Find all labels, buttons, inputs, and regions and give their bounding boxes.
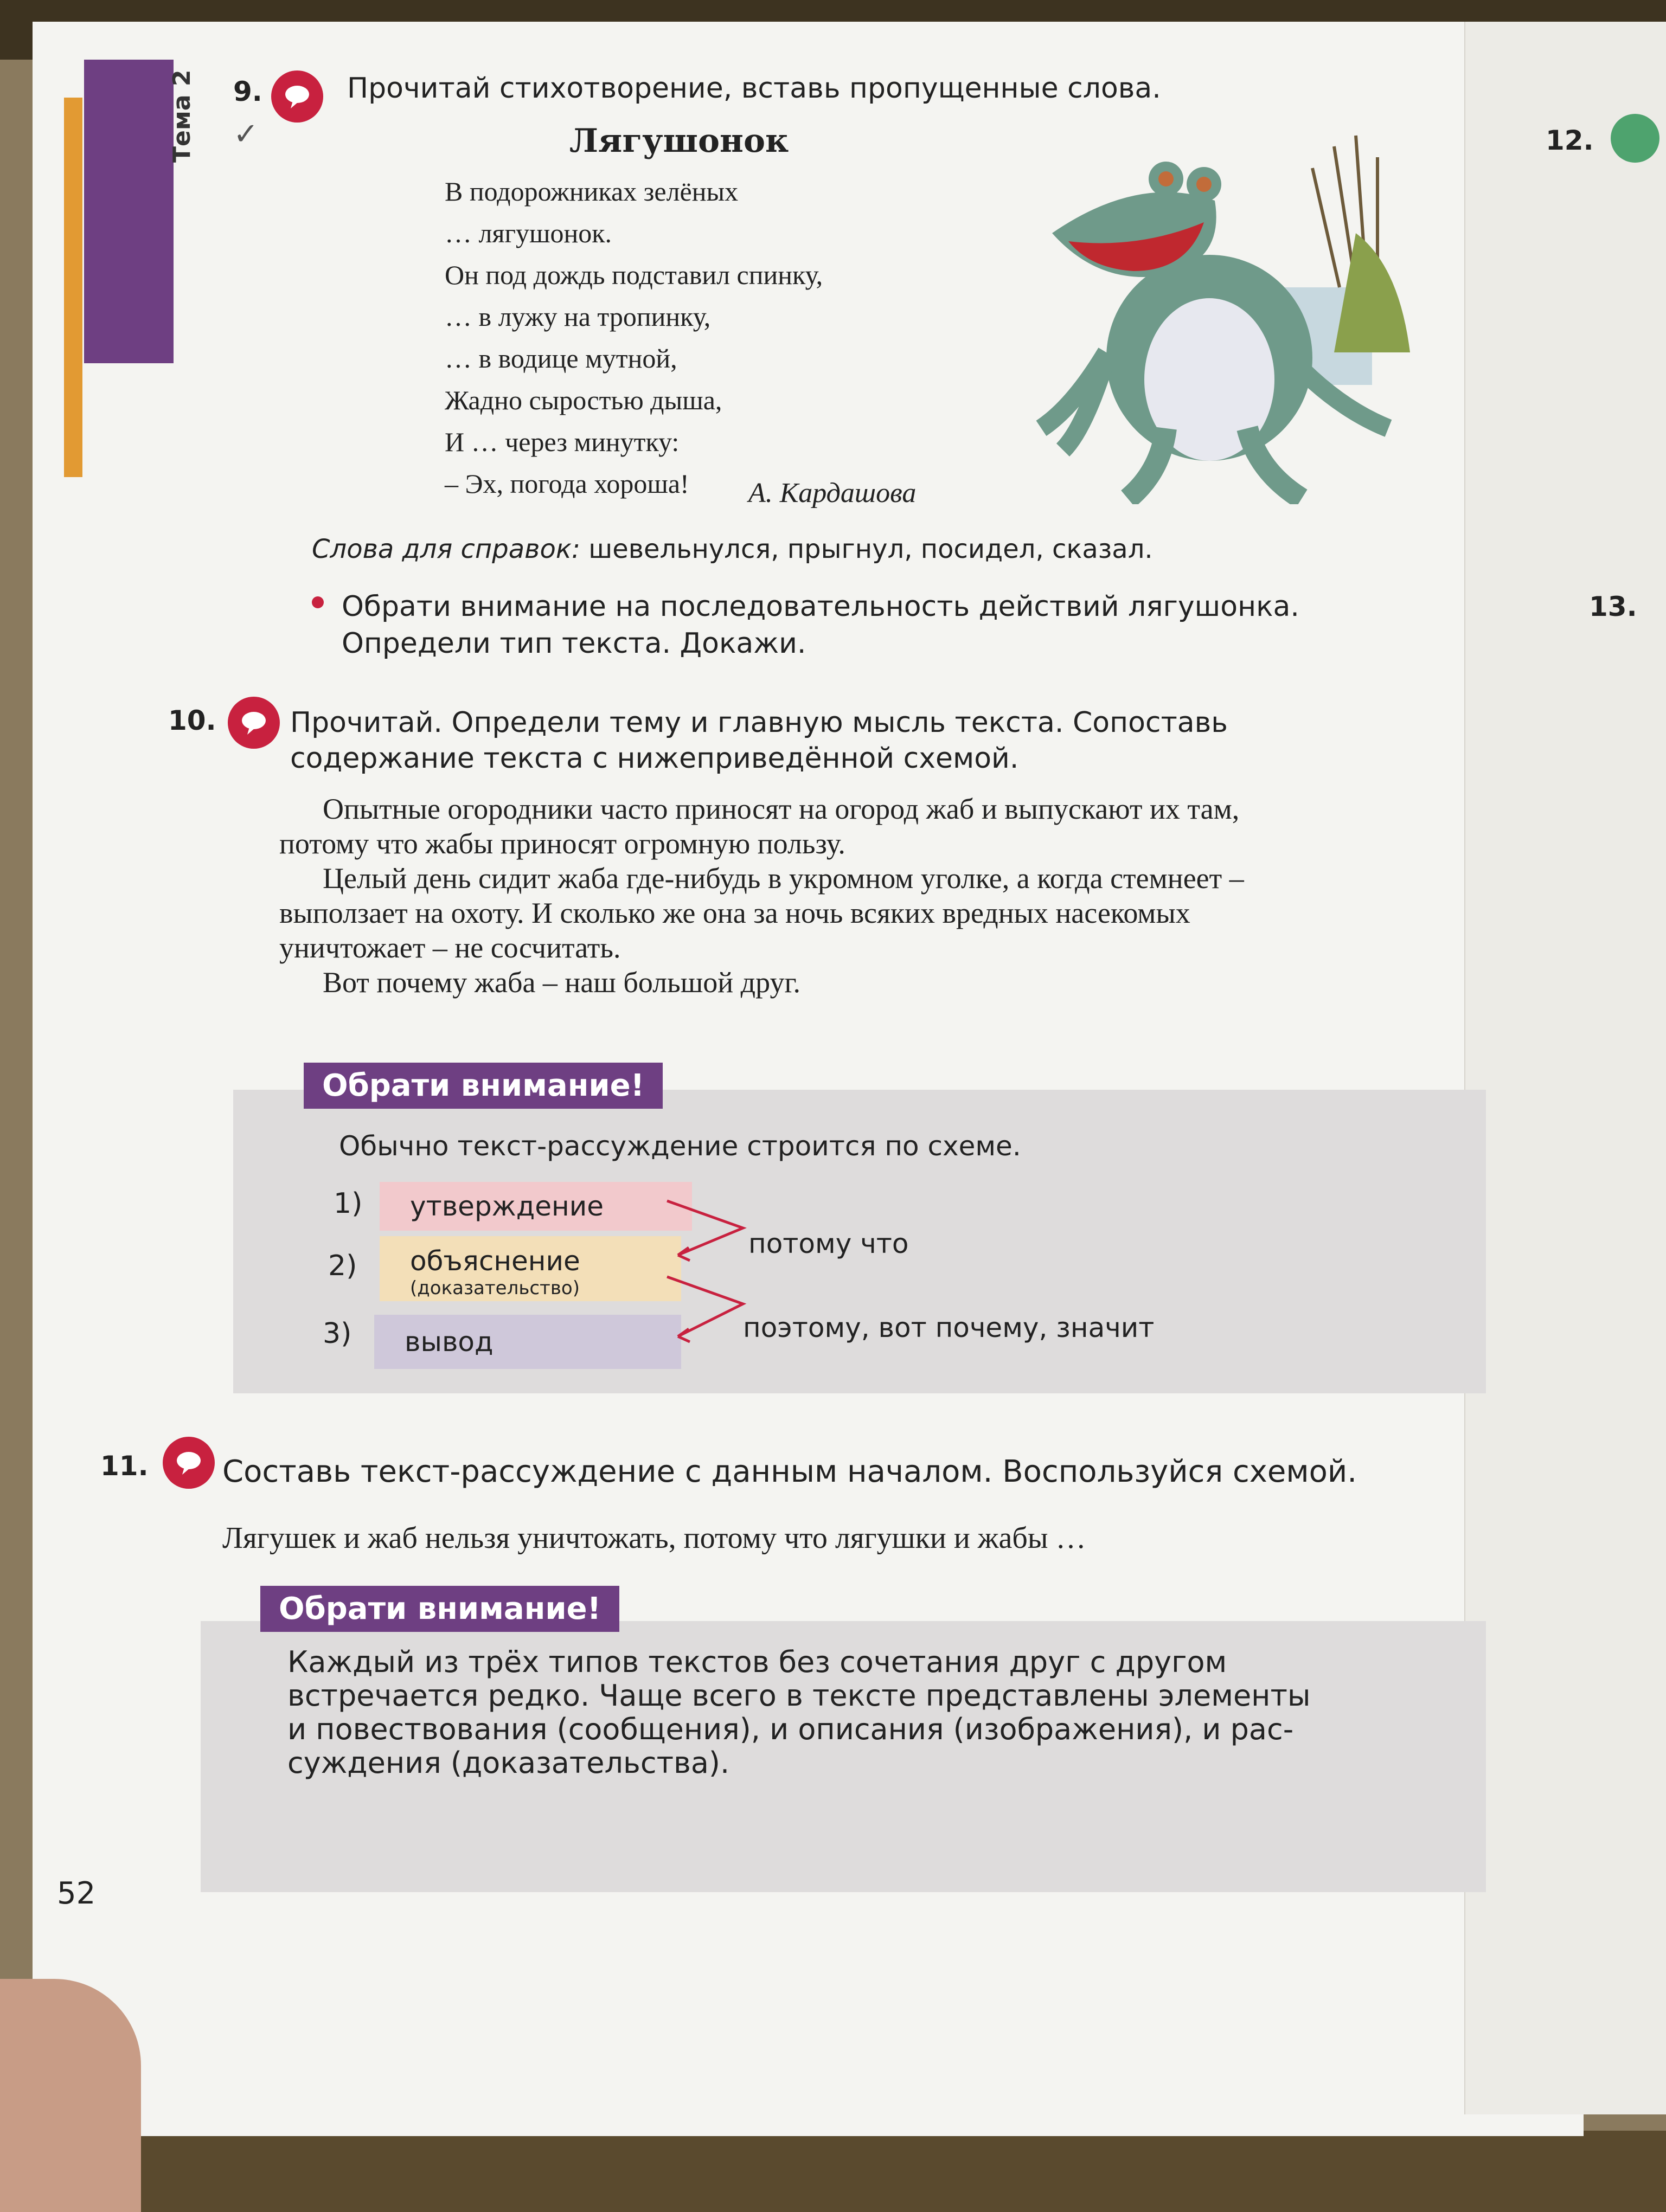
- prose-line: Вот почему жаба – наш большой друг.: [323, 966, 801, 999]
- check-mark-icon: ✓: [233, 117, 259, 152]
- prose-line: Целый день сидит жаба где-нибудь в укромном уголке, а когда стемнеет –: [323, 862, 1244, 895]
- task-11-number: 11.: [100, 1450, 149, 1482]
- speech-bubble-icon: [271, 70, 323, 123]
- note-line: встречается редко. Чаще всего в тексте представлены элементы: [287, 1679, 1311, 1713]
- bullet-icon: [312, 596, 324, 608]
- connector-therefore: поэтому, вот почему, значит: [743, 1312, 1155, 1343]
- instruction-line: Прочитай. Определи тему и главную мысль текста. Сопоставь: [290, 706, 1228, 739]
- task-9-number: 9.: [233, 76, 262, 107]
- note-label: Обрати внимание!: [304, 1063, 663, 1109]
- right-task-12-number: 12.: [1546, 125, 1594, 156]
- page-number: 52: [57, 1876, 96, 1911]
- task-9-bullet: [342, 588, 1299, 662]
- scheme-step-explanation: [380, 1236, 681, 1301]
- poem-text: [445, 171, 823, 505]
- pencil-icon: [1611, 114, 1659, 163]
- note-line: Каждый из трёх типов текстов без сочетания друг с другом: [287, 1645, 1227, 1679]
- connector-because: потому что: [748, 1228, 909, 1259]
- hint-words-list: шевельнулся, прыгнул, посидел, сказал.: [588, 534, 1153, 564]
- frog-illustration: [1030, 125, 1421, 504]
- task-11-instruction: Составь текст-рассуждение с данным началом. Воспользуйся схемой.: [222, 1454, 1357, 1489]
- prose-line: Опытные огородники часто приносят на огород жаб и выпускают их там,: [323, 793, 1240, 825]
- poem-line: … в водице мутной,: [445, 343, 677, 374]
- scheme-num: 3): [323, 1317, 352, 1350]
- instruction-line: содержание текста с нижеприведённой схемой.: [290, 742, 1019, 775]
- poem-line: … лягушонок.: [445, 218, 612, 248]
- hint-words: [312, 534, 1153, 564]
- side-band-orange: [64, 98, 82, 477]
- thumb: [0, 1979, 141, 2212]
- poem-line: Жадно сыростью дыша,: [445, 385, 722, 415]
- prose-line: уничтожает – не сосчитать.: [279, 931, 621, 964]
- scheme-step-label: объяснение: [410, 1245, 580, 1277]
- scheme-num: 1): [334, 1187, 363, 1220]
- hint-words-label: Слова для справок:: [312, 534, 580, 564]
- right-task-13-number: 13.: [1589, 591, 1637, 622]
- scheme-step-conclusion: вывод: [374, 1315, 681, 1369]
- scheme-step-statement: утверждение: [380, 1182, 692, 1231]
- scheme-intro: Обычно текст-рассуждение строится по схеме.: [339, 1130, 1021, 1162]
- poem-line: И … через минутку:: [445, 427, 680, 457]
- task-9-instruction: Прочитай стихотворение, вставь пропущенные слова.: [347, 72, 1161, 105]
- note-label: Обрати внимание!: [260, 1586, 619, 1632]
- prose-line: выползает на охоту. И сколько же она за ночь всяких вредных насекомых: [279, 897, 1190, 929]
- side-band-topic: [84, 60, 174, 363]
- task-10-text: [279, 792, 1494, 1000]
- topic-label: Тема 2: [168, 69, 196, 163]
- poem-line: – Эх, погода хороша!: [445, 468, 689, 499]
- scheme-num: 2): [328, 1250, 357, 1282]
- task-11-start-text: Лягушек и жаб нельзя уничтожать, потому что лягушки и жабы …: [222, 1521, 1086, 1555]
- speech-bubble-icon: [228, 697, 280, 749]
- poem-line: Он под дождь подставил спинку,: [445, 260, 823, 290]
- scheme-step-sublabel: (доказательство): [410, 1277, 580, 1299]
- bullet-line: Определи тип текста. Докажи.: [342, 627, 806, 660]
- poem-author: А. Кардашова: [748, 478, 917, 509]
- right-page: [1464, 22, 1666, 2114]
- note-text: [287, 1645, 1481, 1780]
- bullet-line: Обрати внимание на последовательность действий лягушонка.: [342, 590, 1299, 623]
- background-bottom: [0, 2131, 1666, 2212]
- task-10-instruction: [290, 705, 1228, 776]
- poem-line: … в лужу на тропинку,: [445, 301, 711, 332]
- poem-line: В подорожниках зелёных: [445, 176, 739, 207]
- speech-bubble-icon: [163, 1437, 215, 1489]
- poem-title: Лягушонок: [569, 122, 789, 160]
- prose-line: потому что жабы приносят огромную пользу.: [279, 827, 845, 860]
- note-line: и повествования (сообщения), и описания (изображения), и рас-: [287, 1712, 1294, 1746]
- note-line: суждения (доказательства).: [287, 1746, 730, 1780]
- task-10-number: 10.: [168, 705, 216, 736]
